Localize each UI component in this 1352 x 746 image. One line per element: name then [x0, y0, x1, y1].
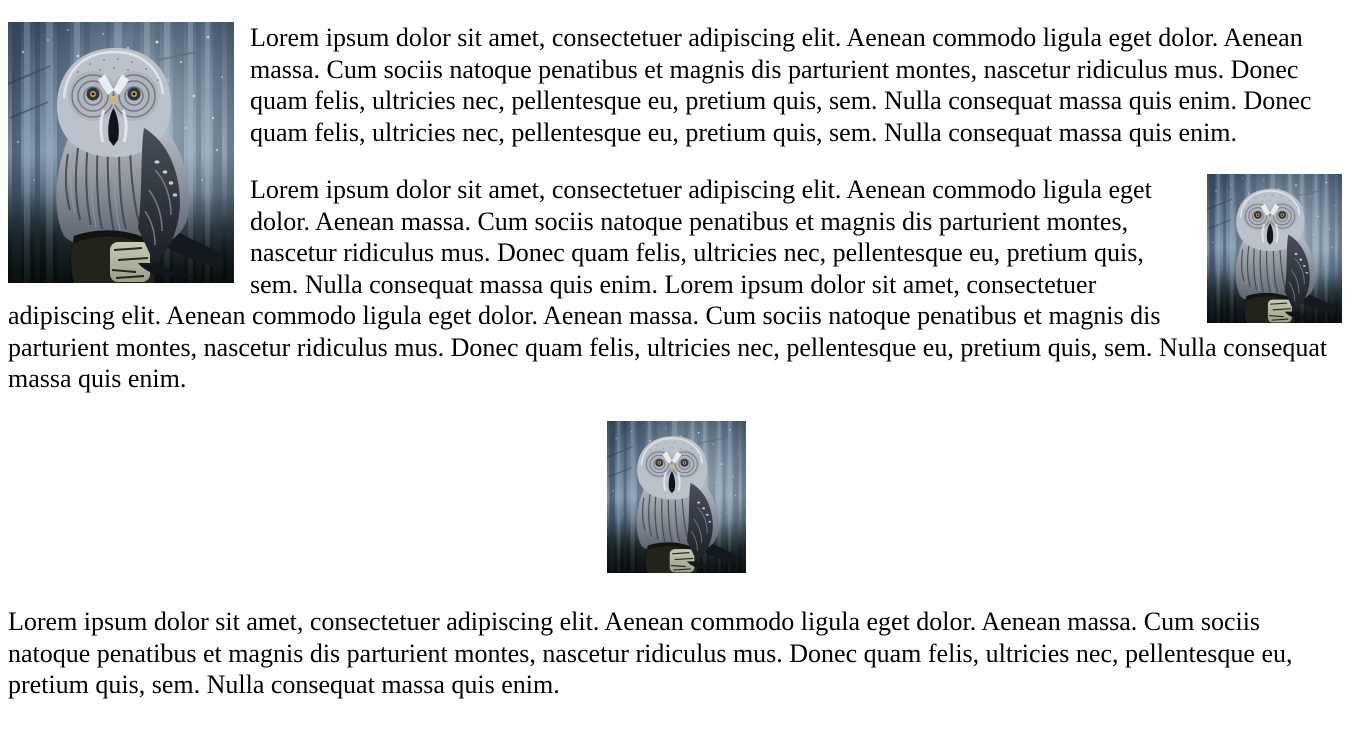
centered-image-paragraph — [8, 421, 1344, 581]
paragraph-3 — [8, 606, 1344, 701]
owl-photo-small-center — [607, 421, 746, 573]
paragraph-1 — [8, 22, 1344, 148]
paragraph-1-text: Lorem ipsum dolor sit amet, consectetuer adipiscing elit. Aenean commodo ligula eget dolor. Aenean massa. Cum sociis natoque penatibus et magnis dis parturient montes, nascetur ridiculus mus. Donec quam felis, ultricies nec, pellentesque eu, pretium quis, sem. Nulla consequat massa quis enim. Donec quam felis, ultricies nec, pellentesque eu, pretium quis, sem. Nulla consequat massa quis enim. — [250, 23, 1312, 147]
paragraph-3-text: Lorem ipsum dolor sit amet, consectetuer adipiscing elit. Aenean commodo ligula eget dolor. Aenean massa. Cum sociis natoque penatibus et magnis dis parturient montes, nascetur ridiculus mus. Donec quam felis, ultricies nec, pellentesque eu, pretium quis, sem. Nulla consequat massa quis enim. — [8, 607, 1293, 699]
owl-photo-large-left — [8, 22, 234, 283]
owl-photo-small-right — [1207, 174, 1342, 323]
paragraph-2-text: Lorem ipsum dolor sit amet, consectetuer adipiscing elit. Aenean commodo ligula eget dolor. Aenean massa. Cum sociis natoque penatibus et magnis dis parturient montes, nascetur ridiculus mus. Donec quam felis, ultricies nec, pellentesque eu, pretium quis, sem. Nulla consequat massa quis enim. Lorem ipsum dolor sit amet, consectetuer adipiscing elit. Aenean commodo ligula eget dolor. Aenean massa. Cum sociis natoque penatibus et magnis dis parturient montes, nascetur ridiculus mus. Donec quam felis, ultricies nec, pellentesque eu, pretium quis, sem. Nulla consequat massa quis enim. — [8, 175, 1328, 393]
